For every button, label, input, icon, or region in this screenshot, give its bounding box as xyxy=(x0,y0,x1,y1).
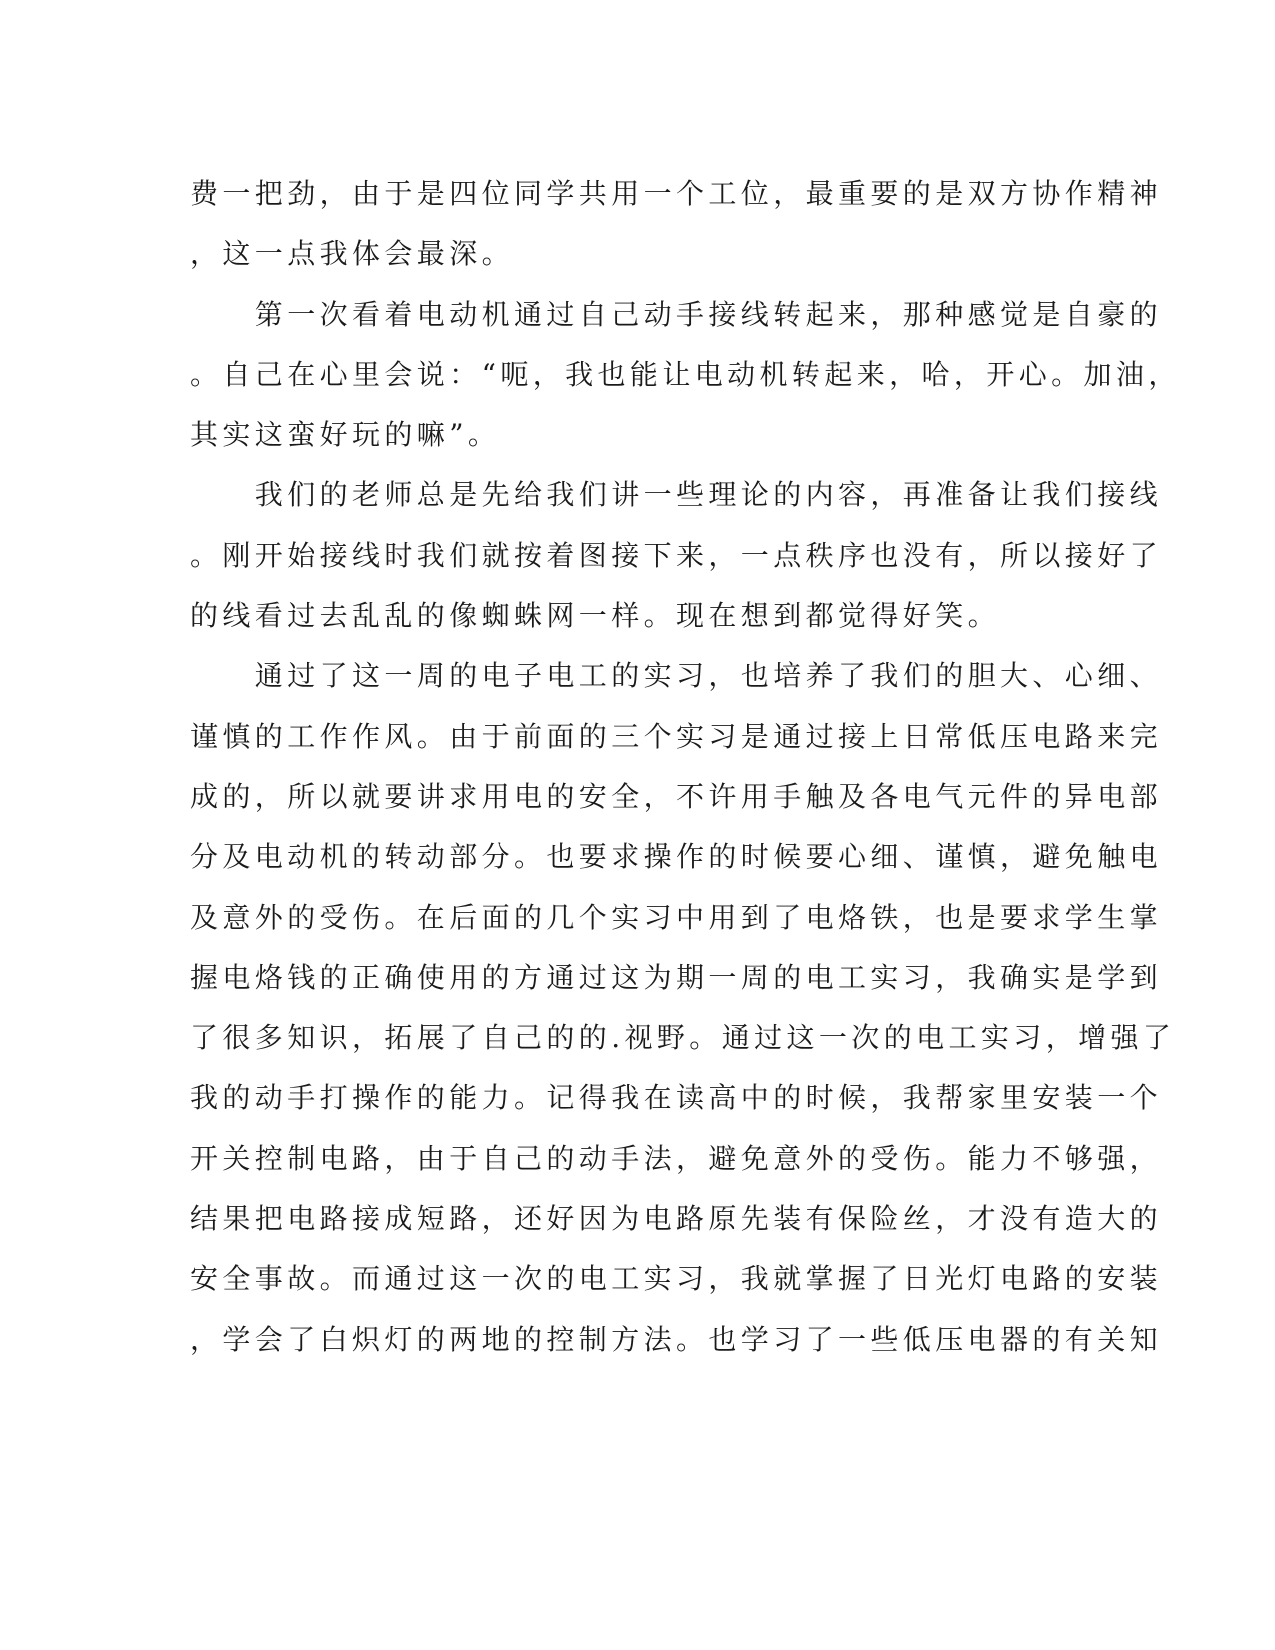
text-line: 成的，所以就要讲求用电的安全，不许用手触及各电气元件的异电部 xyxy=(190,779,1163,813)
text-line: 了很多知识，拓展了自己的的.视野。通过这一次的电工实习，增强了 xyxy=(190,1021,1176,1055)
text-line: 结果把电路接成短路，还好因为电路原先装有保险丝，才没有造大的 xyxy=(190,1202,1163,1236)
text-line: ，学会了白炽灯的两地的控制方法。也学习了一些低压电器的有关知 xyxy=(190,1322,1163,1356)
text-line: 通过了这一周的电子电工的实习，也培养了我们的胆大、心细、 xyxy=(190,659,1163,693)
text-line: 安全事故。而通过这一次的电工实习，我就掌握了日光灯电路的安装 xyxy=(190,1262,1163,1296)
text-line: 握电烙钱的正确使用的方通过这为期一周的电工实习，我确实是学到 xyxy=(190,960,1163,994)
text-line: 我的动手打操作的能力。记得我在读高中的时候，我帮家里安装一个 xyxy=(190,1081,1163,1115)
text-line: 及意外的受伤。在后面的几个实习中用到了电烙铁，也是要求学生掌 xyxy=(190,900,1163,934)
text-line: ，这一点我体会最深。 xyxy=(190,237,515,271)
text-line: 费一把劲，由于是四位同学共用一个工位，最重要的是双方协作精神 xyxy=(190,177,1163,210)
text-line: 第一次看着电动机通过自己动手接线转起来，那种感觉是自豪的 xyxy=(190,297,1163,331)
text-line: 分及电动机的转动部分。也要求操作的时候要心细、谨慎，避免触电 xyxy=(190,840,1163,874)
text-line: 开关控制电路，由于自己的动手法，避免意外的受伤。能力不够强， xyxy=(190,1141,1163,1175)
text-line: 其实这蛮好玩的嘛”。 xyxy=(190,418,501,452)
text-line: 我们的老师总是先给我们讲一些理论的内容，再准备让我们接线 xyxy=(190,478,1163,512)
text-line: 。自己在心里会说：“呃，我也能让电动机转起来，哈，开心。加油， xyxy=(190,357,1181,391)
text-line: 谨慎的工作作风。由于前面的三个实习是通过接上日常低压电路来完 xyxy=(190,719,1163,753)
body-text xyxy=(190,164,1181,1370)
text-line: 。刚开始接线时我们就按着图接下来，一点秩序也没有，所以接好了 xyxy=(190,538,1163,572)
text-line: 的线看过去乱乱的像蜘蛛网一样。现在想到都觉得好笑。 xyxy=(190,599,1001,633)
